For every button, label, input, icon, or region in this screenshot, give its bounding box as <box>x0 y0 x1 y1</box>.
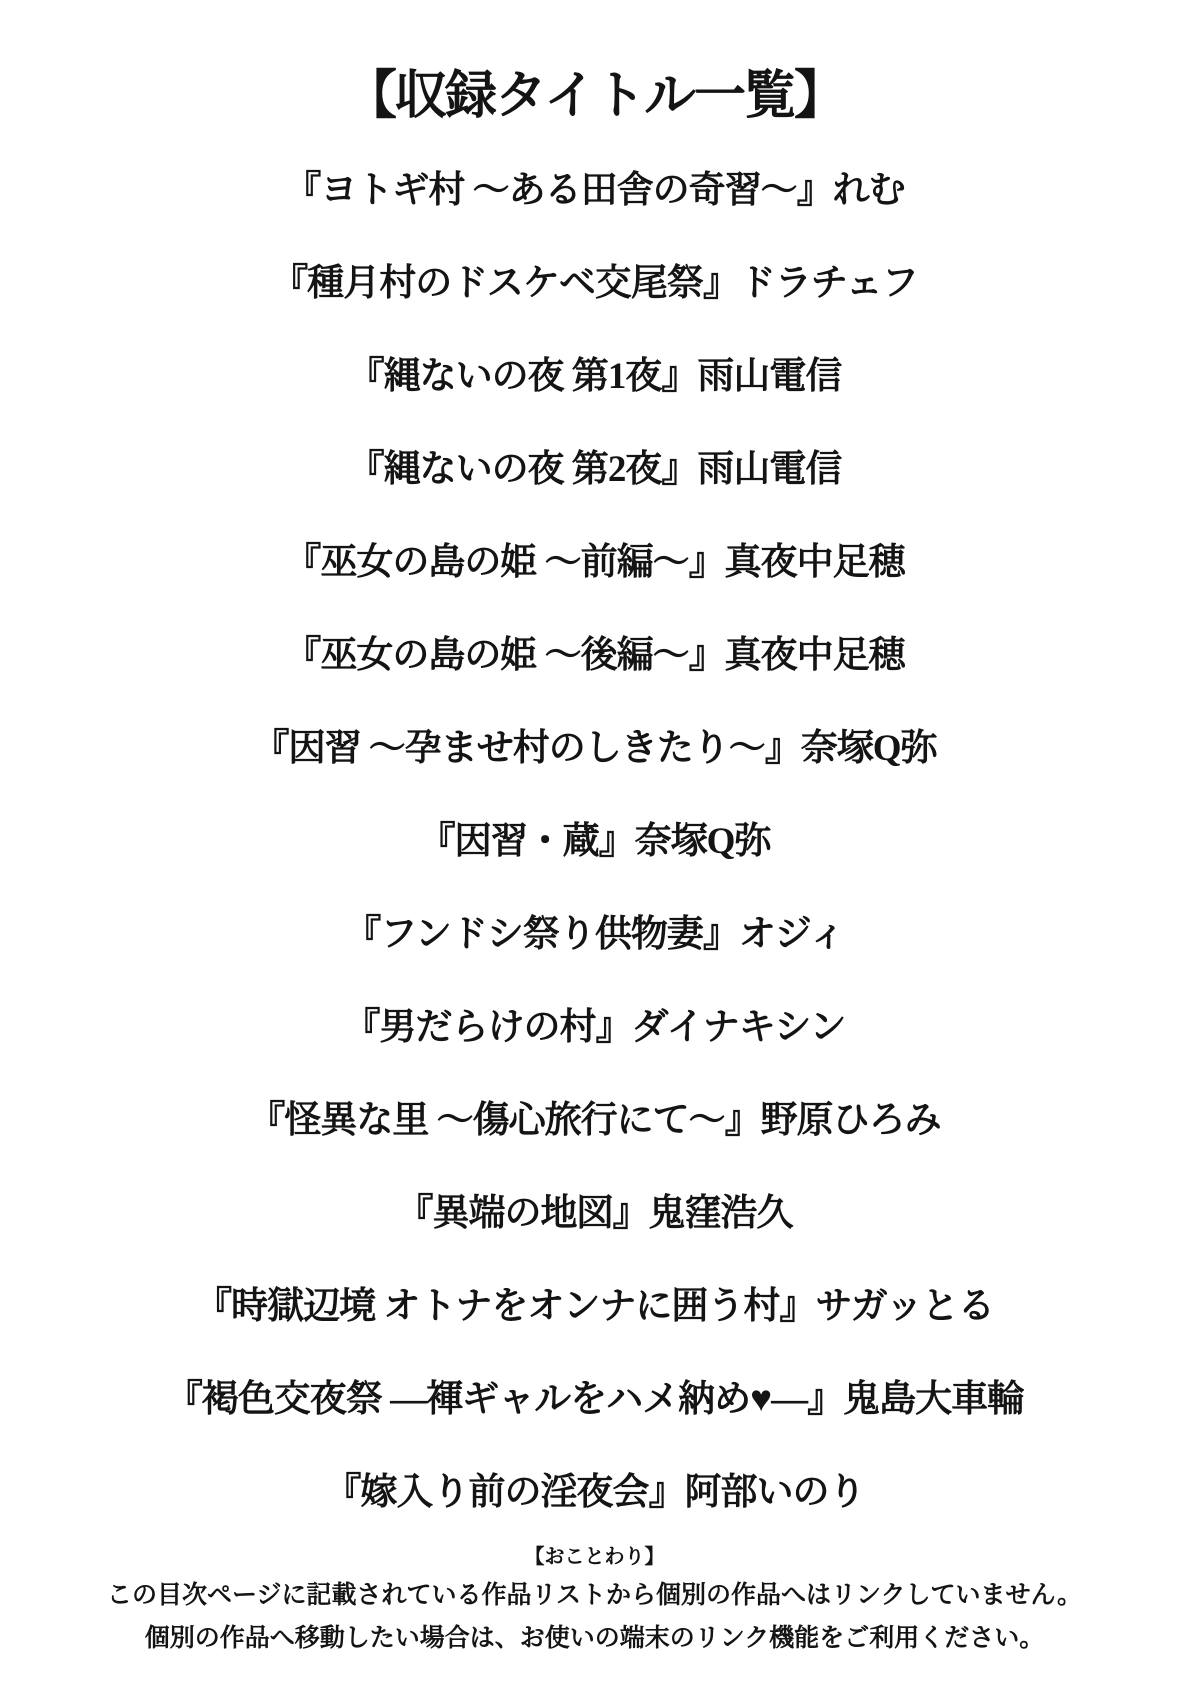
toc-item-4: 『縄ないの夜 第2夜』雨山電信 <box>347 449 842 490</box>
toc-item-12: 『異端の地図』鬼窪浩久 <box>396 1193 793 1234</box>
notice-line-1: この目次ページに記載されている作品リストから個別の作品へはリンクしていません。 <box>106 1581 1082 1609</box>
toc-item-15: 『嫁入り前の淫夜会』阿部いのり <box>324 1472 865 1513</box>
notice-line-2: 個別の作品へ移動したい場合は、お使いの端末のリンク機能をご利用ください。 <box>144 1624 1045 1652</box>
toc-item-10: 『男だらけの村』ダイナキシン <box>343 1007 846 1048</box>
toc-item-5: 『巫女の島の姫 ～前編～』真夜中足穂 <box>284 542 905 583</box>
toc-item-7: 『因習 ～孕ませ村のしきたり～』奈塚Q弥 <box>252 728 937 769</box>
toc-item-1: 『ヨトギ村 ～ある田舎の奇習～』れむ <box>284 170 905 211</box>
notice-heading: 【おことわり】 <box>524 1546 665 1568</box>
toc-item-3: 『縄ないの夜 第1夜』雨山電信 <box>347 356 842 397</box>
toc-item-9: 『フンドシ祭り供物妻』オジィ <box>344 914 845 955</box>
toc-item-2: 『種月村のドスケベ交尾祭』ドラチェフ <box>271 263 918 304</box>
notice <box>107 1543 1082 1657</box>
toc-item-6: 『巫女の島の姫 ～後編～』真夜中足穂 <box>284 635 905 676</box>
toc-item-14: 『褐色交夜祭 ―褌ギャルをハメ納め♥―』鬼島大車輪 <box>165 1379 1024 1420</box>
toc-item-11: 『怪異な里 ～傷心旅行にて～』野原ひろみ <box>248 1100 941 1141</box>
toc-item-13: 『時獄辺境 オトナをオンナに囲う村』サガッとる <box>195 1286 994 1327</box>
page-title: 【収録タイトル一覧】 <box>345 68 844 125</box>
toc-item-8: 『因習・蔵』奈塚Q弥 <box>418 821 771 862</box>
toc-list <box>166 167 1023 1517</box>
